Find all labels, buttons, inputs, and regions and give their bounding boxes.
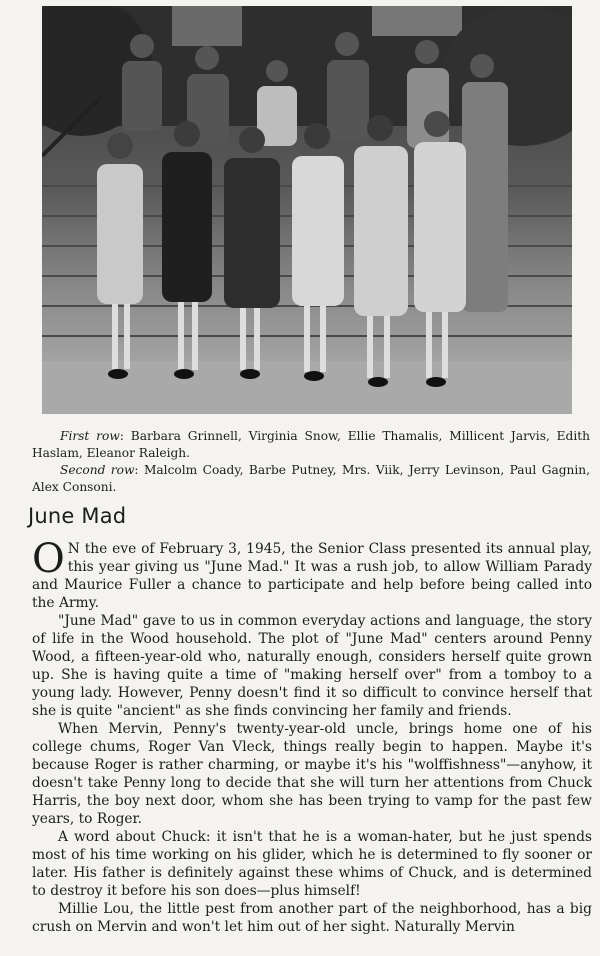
drop-cap: O [32,536,65,582]
photo-caption [32,428,590,496]
paragraph-2: "June Mad" gave to us in common everyday actions and language, the story of life in the Wood household. The plot of "June Mad" centers around Penny Wood, a fifteen-year-old who, naturally enough, considers herself quite grown up. She is having quite a time of "making herself over" from a tomboy to a young lady. However, Penny doesn't find it so difficult to convince herself that she is quite "ancient" as she finds convincing her family and friends. [32,613,592,719]
caption-second-row: Second row: Malcolm Coady, Barbe Putney, Mrs. Viik, Jerry Levinson, Paul Gagnin, Alex Consoni. [32,463,590,494]
article-title: June Mad [28,504,127,528]
article-body [32,536,592,936]
first-row-label: First row [60,429,120,443]
paragraph-1-text: N the eve of February 3, 1945, the Senior Class presented its annual play, this year giving us "June Mad." It was a rush job, to allow William Parady and Maurice Fuller a chance to participate and help before being called into the Army. [32,541,592,611]
second-row-label: Second row [60,463,135,477]
caption-first-row: First row: Barbara Grinnell, Virginia Snow, Ellie Thamalis, Millicent Jarvis, Edith Haslam, Eleanor Raleigh. [32,429,591,460]
paragraph-5: Millie Lou, the little pest from another part of the neighborhood, has a big crush on Mervin and won't let him out of her sight. Naturally Mervin [32,901,592,935]
second-row-names: Malcolm Coady, Barbe Putney, Mrs. Viik, Jerry Levinson, Paul Gagnin, Alex Consoni. [32,463,590,494]
paragraph-1 [32,536,592,612]
paragraph-4: A word about Chuck: it isn't that he is a woman-hater, but he just spends most of his time working on his glider, which he is determined to fly sooner or later. His father is definitely against these whims of Chuck, and is determined to destroy it before his son does—plus himself! [32,829,592,899]
first-row-names: Barbara Grinnell, Virginia Snow, Ellie Thamalis, Millicent Jarvis, Edith Haslam, Eleanor Raleigh. [32,429,591,460]
paragraph-3: When Mervin, Penny's twenty-year-old uncle, brings home one of his college chums, Roger Van Vleck, things really begin to happen. Maybe it's because Roger is rather charming, or maybe it's his "wolffishness"—anyhow, it doesn't take Penny long to decide that she will turn her attentions from Chuck Harris, the boy next door, whom she has been trying to vamp for the past few years, to Roger. [32,721,592,827]
group-photo-illustration [42,6,572,414]
group-photo [42,6,572,414]
